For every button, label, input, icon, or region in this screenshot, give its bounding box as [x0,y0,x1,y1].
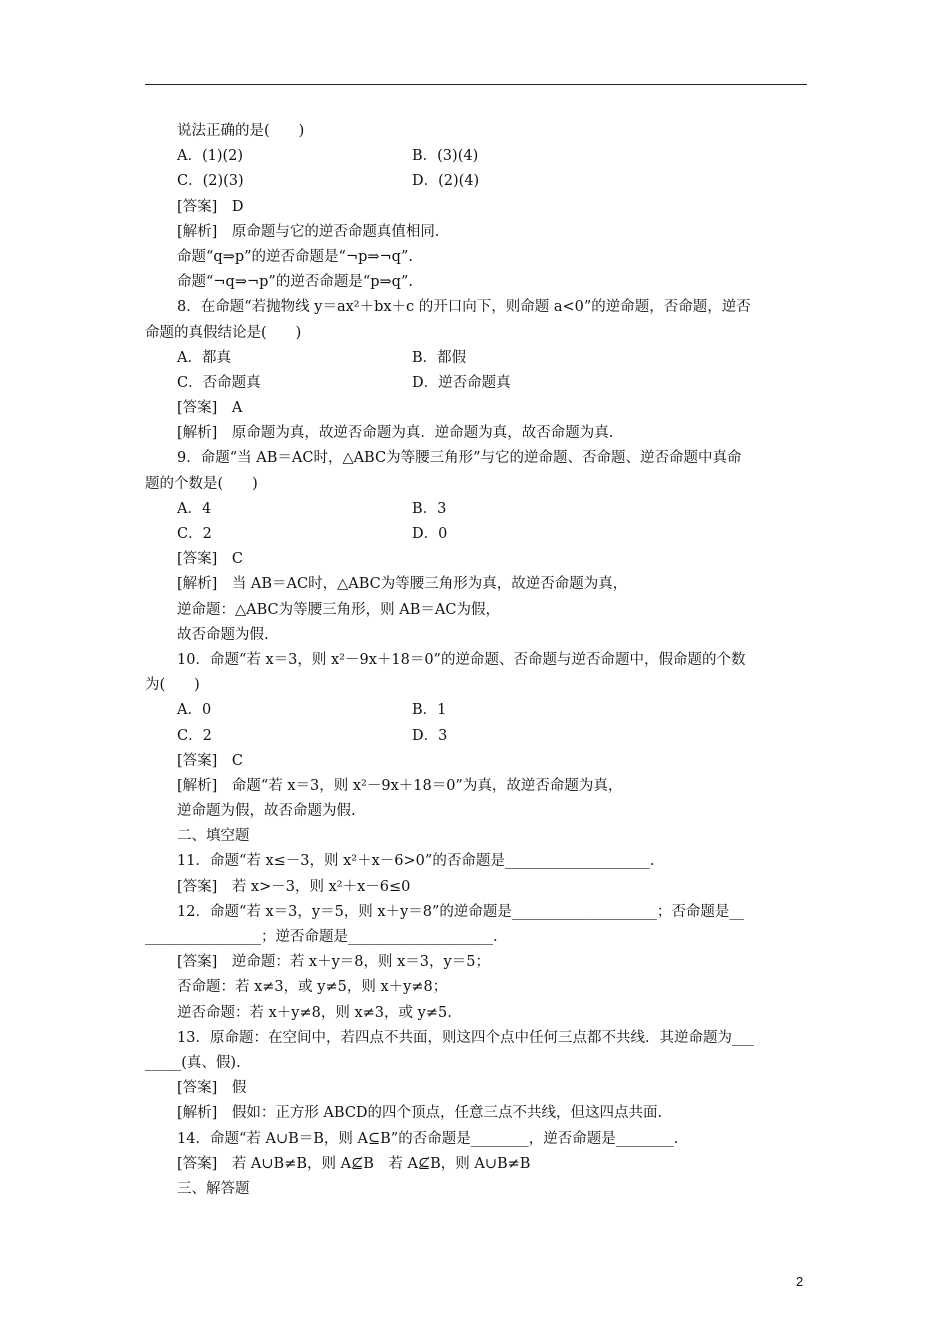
option-row [145,522,810,547]
option-row [145,724,810,749]
text-line: [答案] D [177,198,244,215]
text-line: [答案] 逆命题：若 x＋y＝8，则 x＝3，y＝5； [177,954,490,971]
text-line: [解析] 原命题为真，故逆否命题为真．逆命题为真，故否命题为真. [177,425,614,442]
text-line: 12．命题“若 x＝3，y＝5，则 x＋y＝8”的逆命题是____________________；否命题是__ [177,903,744,920]
option-right: D．(2)(4) [412,173,480,190]
text-line: [答案] C [177,752,243,769]
text-line: [答案] C [177,551,243,568]
text-line: 三、解答题 [177,1180,250,1197]
option-right: D．逆否命题真 [412,374,511,391]
option-right: B．都假 [412,349,467,366]
text-line: [答案] A [177,400,243,417]
text-line: [解析] 当 AB＝AC时，△ABC为等腰三角形为真，故逆否命题为真， [177,576,628,593]
option-left: A．0 [177,702,212,719]
text-line: 10．命题“若 x＝3，则 x²－9x＋18＝0”的逆命题、否命题与逆否命题中，假命题的个数 [177,651,746,668]
text-line: 9．命题“当 AB＝AC时，△ABC为等腰三角形”与它的逆命题、否命题、逆否命题中真命 [177,450,742,467]
document-body [145,119,810,1202]
option-left: C．2 [177,727,212,744]
option-row [145,346,810,371]
option-row [145,371,810,396]
text-line: 说法正确的是( ) [177,123,305,139]
text-line: 命题的真假结论是( ) [145,324,302,341]
text-line: [解析] 假如：正方形 ABCD的四个顶点，任意三点不共线，但这四点共面. [177,1105,663,1122]
text-line: 11．命题“若 x≤－3，则 x²＋x－6>0”的否命题是____________________. [177,853,655,870]
text-line: [解析] 原命题与它的逆否命题真值相同. [177,223,440,240]
text-line: [答案] 假 [177,1080,247,1097]
text-line: 命题“q⇒p”的逆否命题是“¬p⇒¬q”. [177,248,413,265]
option-right: B．1 [412,702,447,719]
option-left: A．(1)(2) [177,148,244,165]
text-line: ________________；逆否命题是____________________. [145,929,498,945]
option-row [145,698,810,723]
option-left: C．否命题真 [177,374,261,391]
option-left: A．都真 [177,349,231,366]
text-line: 为( ) [145,677,200,694]
option-right: D．3 [412,727,448,744]
option-right: D．0 [412,526,448,542]
text-line: [答案] 若 x>－3，则 x²＋x－6≤0 [177,878,411,895]
option-left: A．4 [177,500,212,517]
text-line: 14．命题“若 A∪B＝B，则 A⊆B”的否命题是________，逆否命题是________. [177,1130,679,1147]
text-line: 逆命题为假，故否命题为假. [177,803,356,820]
page-number: 2 [796,1274,804,1289]
text-line: 逆否命题：若 x＋y≠8，则 x≠3，或 y≠5. [177,1004,452,1021]
text-line: 13．原命题：在空间中，若四点不共面，则这四个点中任何三点都不共线．其逆命题为___ [177,1029,754,1046]
text-line: 8．在命题“若抛物线 y＝ax²＋bx＋c 的开口向下，则命题 a<0”的逆命题，否命题，逆否 [177,299,751,316]
option-left: C．(2)(3) [177,173,244,190]
option-row [145,497,810,522]
option-row [145,169,810,194]
text-line: [解析] 命题“若 x＝3，则 x²－9x＋18＝0”为真，故逆否命题为真， [177,777,623,794]
text-line: [答案] 若 A∪B≠B，则 A⊈B 若 A⊈B，则 A∪B≠B [177,1155,531,1172]
option-right: B．3 [412,500,447,517]
header-rule [145,84,807,85]
text-line: 逆命题：△ABC为等腰三角形，则 AB＝AC为假， [177,601,500,618]
text-line: _____(真、假). [145,1054,241,1071]
text-line: 否命题：若 x≠3，或 y≠5，则 x＋y≠8； [177,979,448,996]
text-line: 命题“¬q⇒¬p”的逆否命题是“p⇒q”. [177,274,413,291]
option-left: C．2 [177,526,212,542]
text-line: 故否命题为假. [177,626,269,643]
option-right: B．(3)(4) [412,148,479,165]
text-line: 二、填空题 [177,828,250,845]
text-line: 题的个数是( ) [145,475,258,492]
option-row [145,144,810,169]
